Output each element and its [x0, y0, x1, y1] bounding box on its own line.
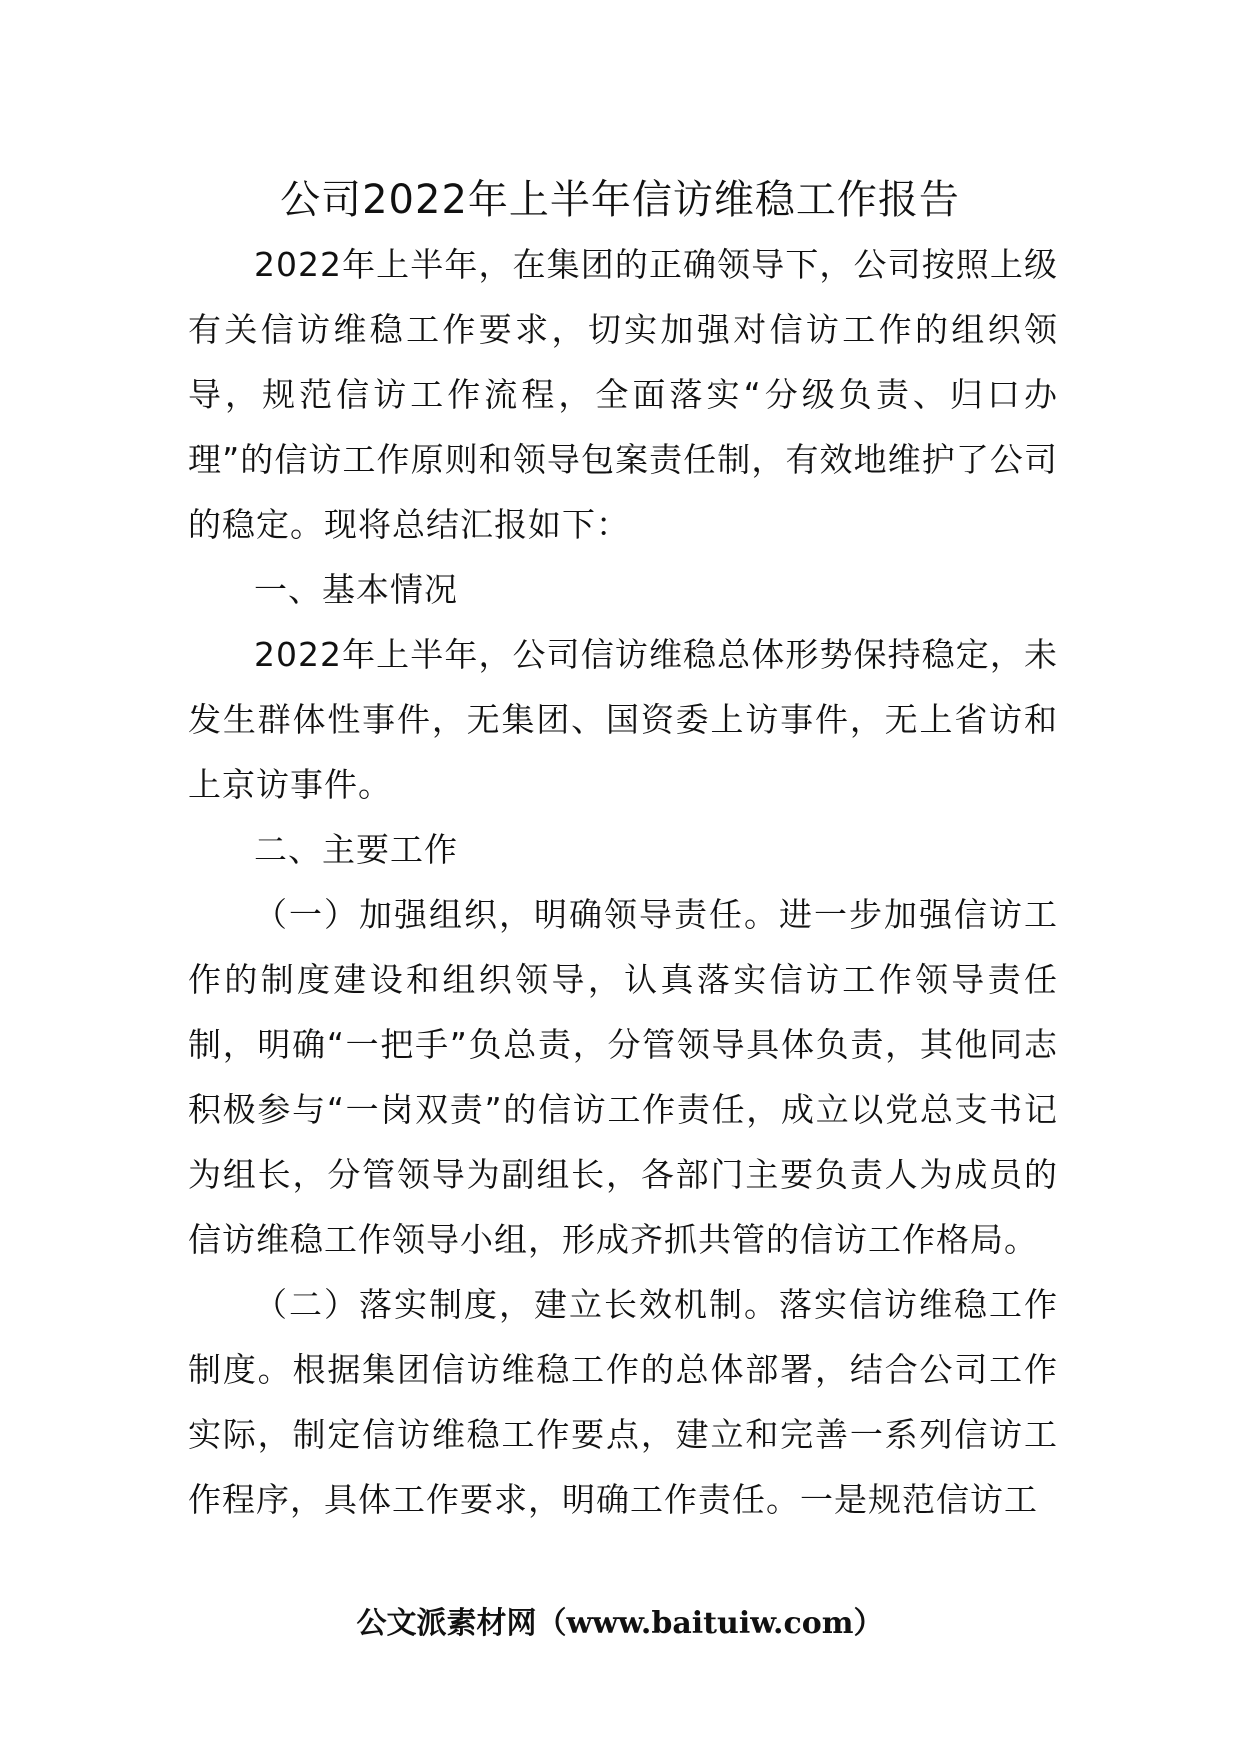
section-heading-main-work: 二、主要工作 [254, 830, 458, 869]
paragraph-basic-situation: 2022年上半年，公司信访维稳总体形势保持稳定，未发生群体性事件，无集团、国资委上访事件，无上省访和上京访事件。 [188, 635, 1058, 804]
document-title: 公司2022年上半年信访维稳工作报告 [280, 177, 960, 223]
paragraph-organization: （一）加强组织，明确领导责任。进一步加强信访工作的制度建设和组织领导，认真落实信访工作领导责任制，明确“一把手”负总责，分管领导具体负责，其他同志积极参与“一岗双责”的信访工作责任，成立以党总支书记为组长，分管领导为副组长，各部门主要负责人为成员的信访维稳工作领导小组，形成齐抓共管的信访工作格局。 [188, 895, 1058, 1259]
document-body [188, 232, 1058, 1532]
paragraph-system: （二）落实制度，建立长效机制。落实信访维稳工作制度。根据集团信访维稳工作的总体部署，结合公司工作实际，制定信访维稳工作要点，建立和完善一系列信访工作程序，具体工作要求，明确工作责任。一是规范信访工 [188, 1285, 1058, 1519]
footer-watermark: 公文派素材网（www.baituiw.com） [356, 1606, 884, 1641]
section-heading-basic-situation: 一、基本情况 [254, 570, 458, 609]
paragraph-intro: 2022年上半年，在集团的正确领导下，公司按照上级有关信访维稳工作要求，切实加强对信访工作的组织领导，规范信访工作流程，全面落实“分级负责、归口办理”的信访工作原则和领导包案责任制，有效地维护了公司的稳定。现将总结汇报如下： [188, 245, 1058, 544]
